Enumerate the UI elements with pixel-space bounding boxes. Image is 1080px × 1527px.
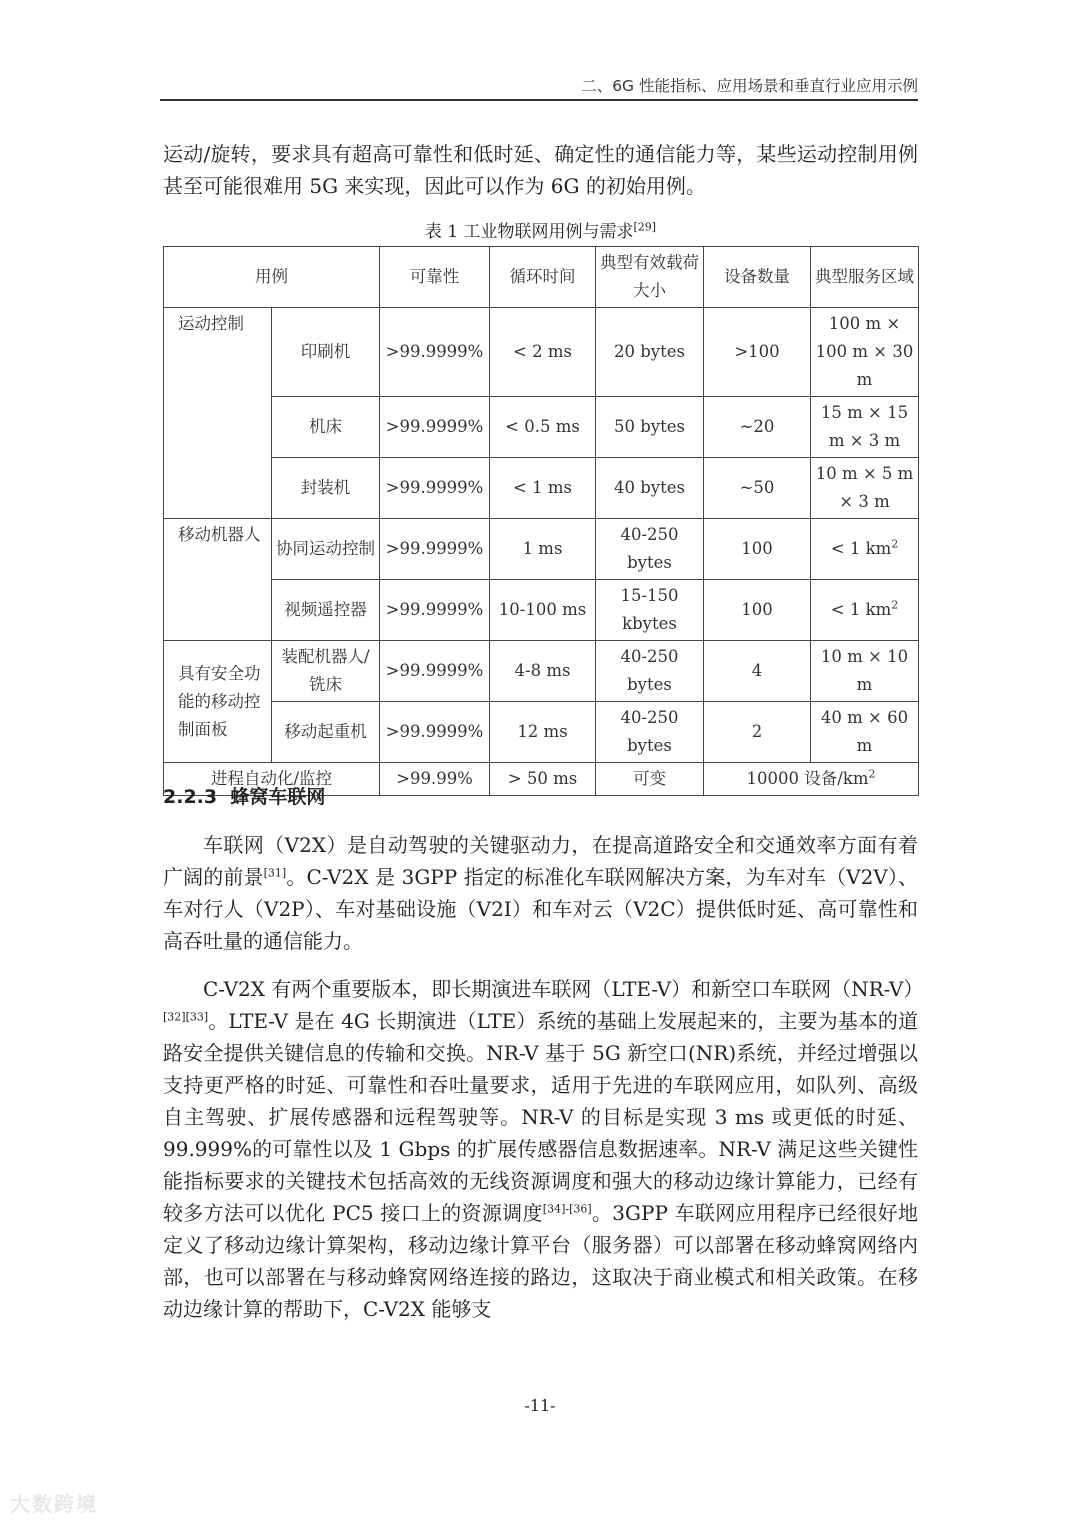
paragraph-text: 。3GPP 车联网应用程序已经很好地定义了移动边缘计算架构，移动边缘计算平台（服务器）可以部署在移动蜂窝网络内部，也可以部署在与移动蜂窝网络连接的路边，这取决于商业模式和相关政策。在移动边缘计算的帮助下，C-V2X 能够支 — [163, 1201, 918, 1321]
payload-cell: 40-250 bytes — [596, 519, 704, 580]
running-header: 二、6G 性能指标、应用场景和垂直行业应用示例 — [581, 77, 918, 95]
header-devices: 设备数量 — [704, 247, 811, 308]
section-title: 蜂窝车联网 — [230, 786, 326, 808]
devices-cell: ~50 — [704, 458, 811, 519]
devices-cell: 2 — [704, 702, 811, 763]
citation: [31] — [263, 866, 287, 880]
area-value: < 1 km — [830, 600, 892, 619]
table-row — [164, 702, 919, 763]
header-payload: 典型有效载荷大小 — [596, 247, 704, 308]
area-cell: 10 m × 5 m × 3 m — [811, 458, 919, 519]
reliability-cell: >99.9999% — [380, 308, 490, 397]
devices-area-cell — [704, 763, 919, 796]
citation: [34]-[36] — [542, 1202, 592, 1216]
category-mobile-robots: 移动机器人 — [164, 519, 272, 641]
reliability-cell: >99.9999% — [380, 458, 490, 519]
reliability-cell: >99.9999% — [380, 702, 490, 763]
cycle-cell: < 2 ms — [490, 308, 596, 397]
table-row — [164, 397, 919, 458]
devices-area-value: 10000 设备/km — [746, 769, 869, 788]
use-case-name: 印刷机 — [272, 308, 380, 397]
cycle-cell: 4-8 ms — [490, 641, 596, 702]
area-cell: 100 m × 100 m × 30 m — [811, 308, 919, 397]
table-row — [164, 641, 919, 702]
paragraph-text: 。LTE-V 是在 4G 长期演进（LTE）系统的基础上发展起来的，主要为基本的道路安全提供关键信息的传输和交换。NR-V 基于 5G 新空口(NR)系统，并经过增强以支持更严格的时延、可靠性和吞吐量要求，适用于先进的车联网应用，如队列、高级自主驾驶、扩展传感器和远程驾驶等。NR-V 的目标是实现 3 ms 或更低的时延、99.999%的可靠性以及 1 Gbps 的扩展传感器信息数据速率。NR-V 满足这些关键性能指标要求的关键技术包括高效的无线资源调度和强大的移动边缘计算能力，已经有较多方法可以优化 PC5 接口上的资源调度 — [163, 1009, 918, 1225]
use-case-name: 移动起重机 — [272, 702, 380, 763]
section-number: 2.2.3 — [163, 786, 218, 808]
use-case-table — [163, 246, 919, 796]
table-row — [164, 308, 919, 397]
area-cell: 40 m × 60 m — [811, 702, 919, 763]
devices-cell: 100 — [704, 519, 811, 580]
payload-cell: 20 bytes — [596, 308, 704, 397]
use-case-name: 进程自动化/监控 — [164, 763, 380, 796]
header-use-case: 用例 — [164, 247, 380, 308]
area-value: < 1 km — [830, 539, 892, 558]
area-cell — [811, 519, 919, 580]
payload-cell: 40-250 bytes — [596, 641, 704, 702]
area-cell: 10 m × 10 m — [811, 641, 919, 702]
table-header-row — [164, 247, 919, 308]
cycle-cell: > 50 ms — [490, 763, 596, 796]
devices-cell: 100 — [704, 580, 811, 641]
category-motion-control: 运动控制 — [164, 308, 272, 519]
header-reliability: 可靠性 — [380, 247, 490, 308]
table-caption — [163, 217, 918, 242]
devices-area-superscript: 2 — [868, 767, 876, 781]
table-row — [164, 580, 919, 641]
cycle-cell: < 0.5 ms — [490, 397, 596, 458]
citation: [32][33] — [163, 1010, 209, 1024]
paragraph-c-v2x — [163, 973, 924, 1325]
table-caption-ref: [29] — [633, 220, 657, 234]
header-service-area: 典型服务区域 — [811, 247, 919, 308]
use-case-name: 视频遥控器 — [272, 580, 380, 641]
cycle-cell: 10-100 ms — [490, 580, 596, 641]
watermark: 大数跨境 — [10, 1492, 98, 1516]
area-cell — [811, 580, 919, 641]
area-cell: 15 m × 15 m × 3 m — [811, 397, 919, 458]
header-cycle-time: 循环时间 — [490, 247, 596, 308]
payload-cell: 40 bytes — [596, 458, 704, 519]
devices-cell: >100 — [704, 308, 811, 397]
cycle-cell: < 1 ms — [490, 458, 596, 519]
intro-paragraph: 运动/旋转，要求具有超高可靠性和低时延、确定性的通信能力等，某些运动控制用例甚至可能很难用 5G 来实现，因此可以作为 6G 的初始用例。 — [163, 142, 918, 198]
use-case-name: 机床 — [272, 397, 380, 458]
area-superscript: 2 — [891, 598, 899, 612]
payload-cell: 可变 — [596, 763, 704, 796]
table-caption-text: 表 1 工业物联网用例与需求 — [424, 222, 634, 242]
paragraph-text: C-V2X 有两个重要版本，即长期演进车联网（LTE-V）和新空口车联网（NR-V） — [203, 977, 924, 1001]
paragraph-v2x — [163, 829, 918, 957]
payload-cell: 40-250 bytes — [596, 702, 704, 763]
use-case-name: 封装机 — [272, 458, 380, 519]
reliability-cell: >99.9999% — [380, 580, 490, 641]
reliability-cell: >99.9999% — [380, 519, 490, 580]
cycle-cell: 1 ms — [490, 519, 596, 580]
table-row — [164, 458, 919, 519]
cycle-cell: 12 ms — [490, 702, 596, 763]
area-superscript: 2 — [891, 537, 899, 551]
use-case-name: 协同运动控制 — [272, 519, 380, 580]
devices-cell: 4 — [704, 641, 811, 702]
payload-cell: 50 bytes — [596, 397, 704, 458]
use-case-name: 装配机器人/铣床 — [272, 641, 380, 702]
header-rule — [160, 99, 918, 101]
reliability-cell: >99.99% — [380, 763, 490, 796]
reliability-cell: >99.9999% — [380, 641, 490, 702]
table-row — [164, 519, 919, 580]
page-number: -11- — [524, 1396, 556, 1415]
payload-cell: 15-150 kbytes — [596, 580, 704, 641]
section-heading — [163, 782, 325, 809]
category-safety-control-panel: 具有安全功能的移动控制面板 — [164, 641, 272, 763]
paragraph-text: 。C-V2X 是 3GPP 指定的标准化车联网解决方案，为车对车（V2V）、车对行人（V2P）、车对基础设施（V2I）和车对云（V2C）提供低时延、高可靠性和高吞吐量的通信能力。 — [163, 865, 918, 953]
devices-cell: ~20 — [704, 397, 811, 458]
reliability-cell: >99.9999% — [380, 397, 490, 458]
paragraph-text: 车联网（V2X）是自动驾驶的关键驱动力，在提高道路安全和交通效率方面有着广阔的前景 — [163, 833, 918, 889]
